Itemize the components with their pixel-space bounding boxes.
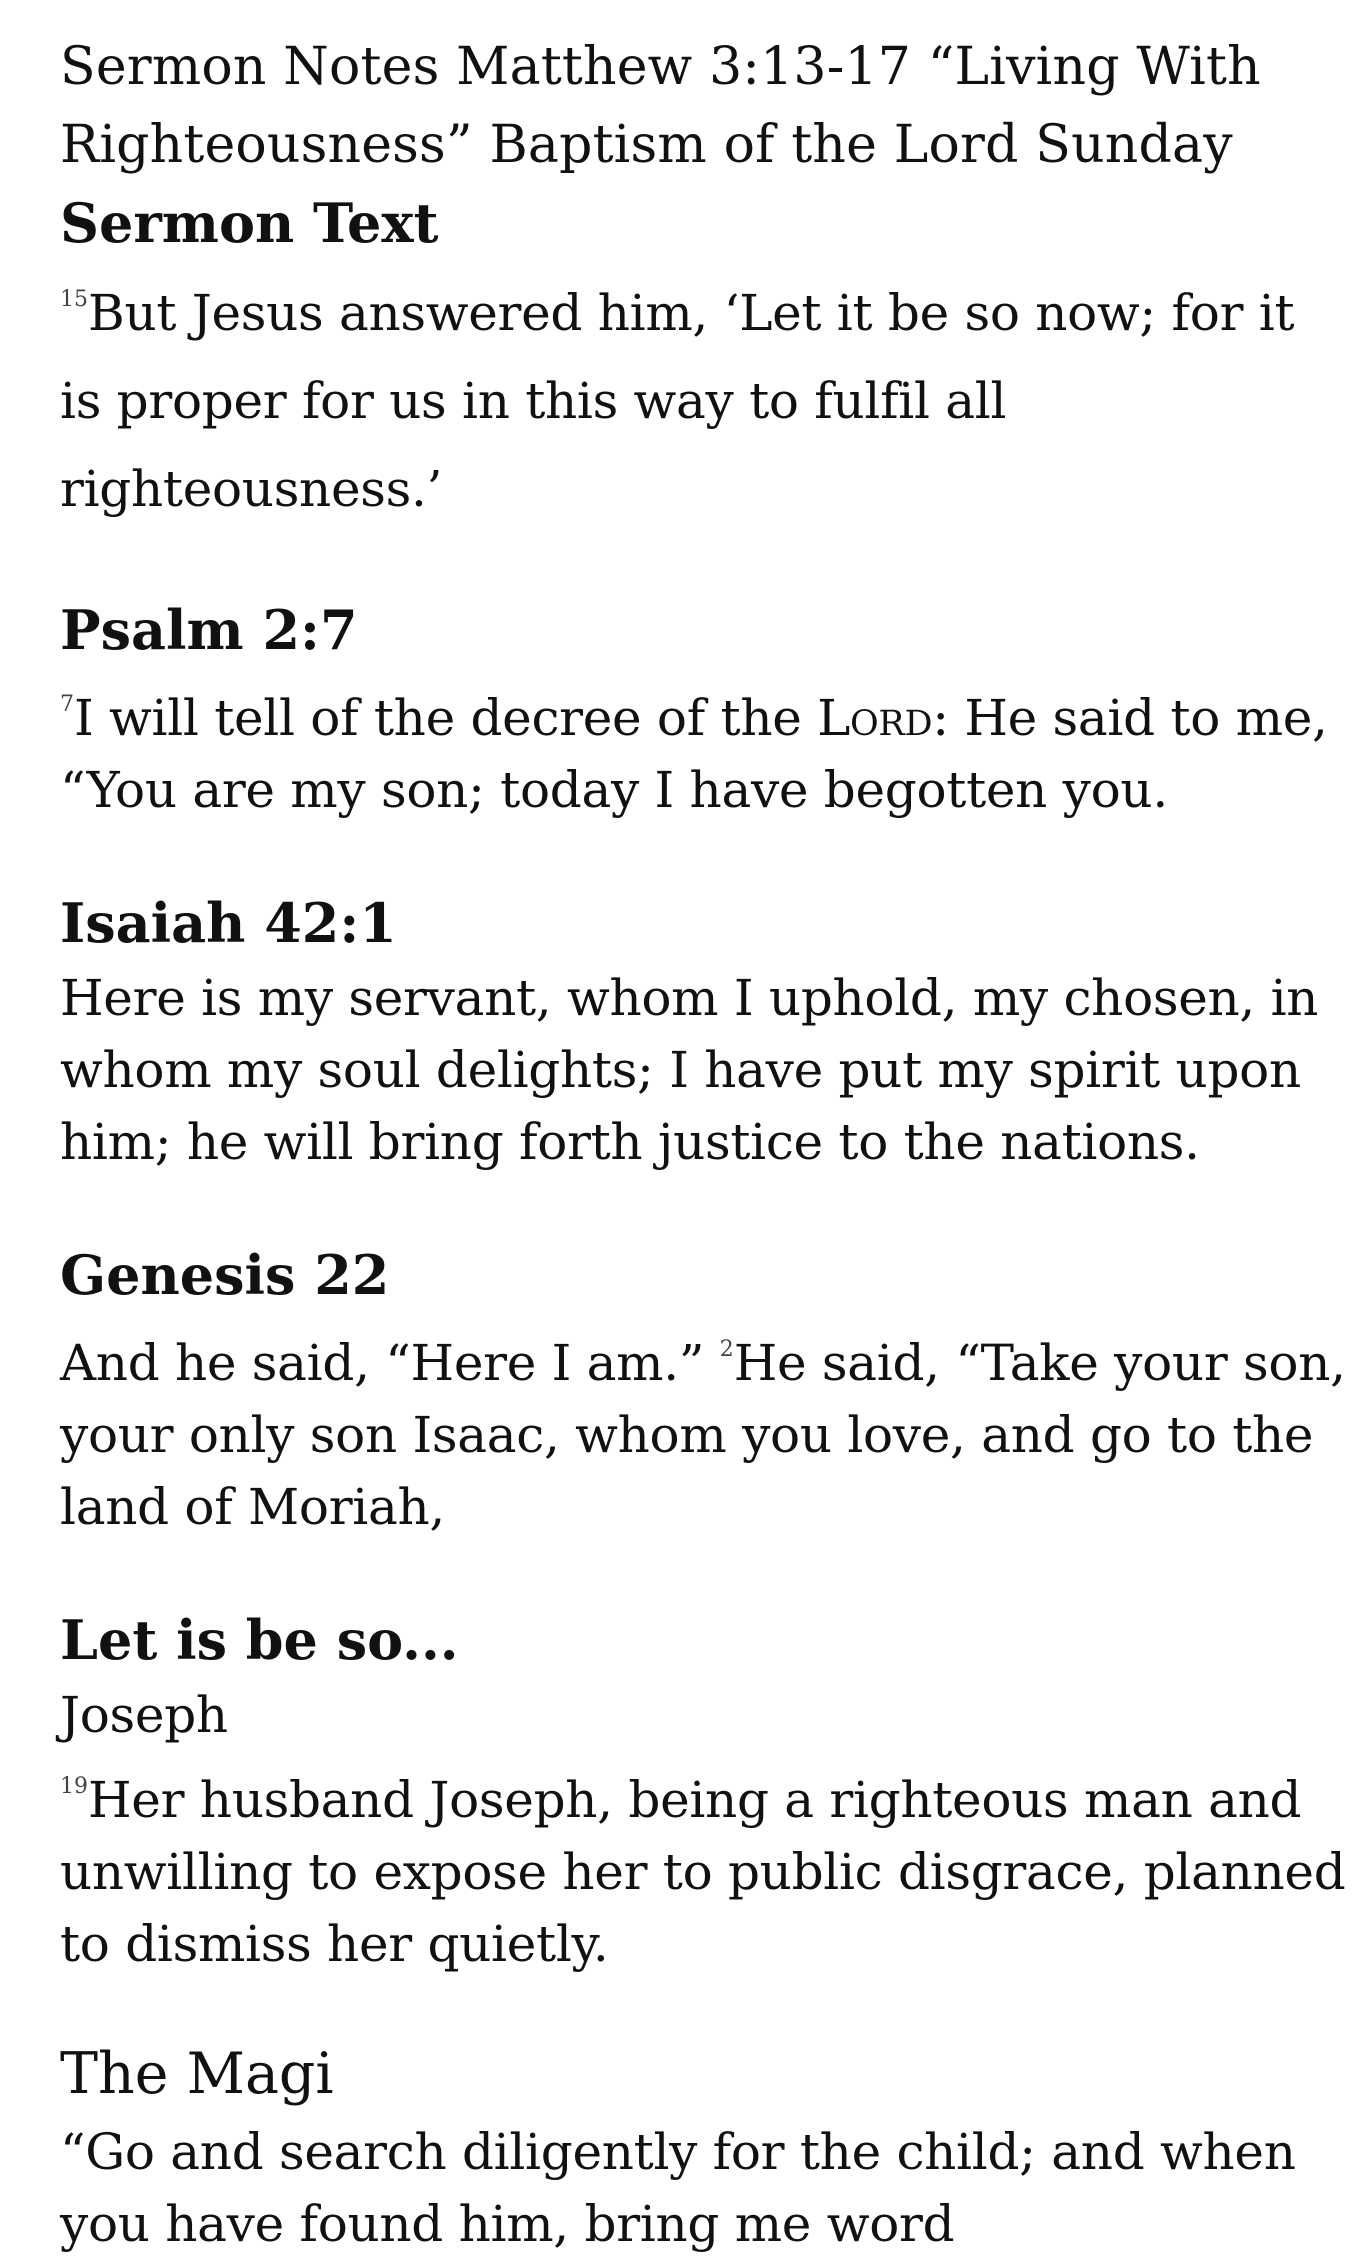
passage-text-before: And he said, “Here I am.”: [60, 1334, 720, 1392]
verse-number: 19: [60, 1774, 88, 1799]
subheading-joseph: Joseph: [60, 1686, 228, 1744]
verse-number: 2: [719, 1337, 734, 1362]
passage-text: Her husband Joseph, being a righteous man and unwilling to expose her to public disgrace, planned to dismiss her quietly.: [60, 1771, 1346, 1973]
sermon-notes-page: [60, 28, 1350, 2260]
section-heading-sermon-text: Sermon Text: [60, 191, 439, 255]
magi-passage: “Go and search diligently for the child; and when you have found him, bring me word: [60, 2123, 1296, 2253]
verse-number: 15: [60, 287, 88, 312]
section-heading-psalm: Psalm 2:7: [60, 598, 358, 662]
psalm-passage: [60, 669, 1350, 826]
sermon-text-passage: [60, 256, 1350, 533]
lord-small-caps: Lord: [817, 689, 933, 747]
passage-text: But Jesus answered him, ‘Let it be so now; for it is proper for us in this way to fulfil all righteousness.’: [60, 284, 1295, 518]
isaiah-passage: Here is my servant, whom I uphold, my chosen, in whom my soul delights; I have put my spirit upon him; he will bring forth justice to the nations.: [60, 969, 1319, 1171]
passage-text-after: He said, “Take your son, your only son Isaac, whom you love, and go to the land of Moriah,: [60, 1334, 1346, 1536]
section-heading-genesis: Genesis 22: [60, 1243, 390, 1307]
joseph-passage: [60, 1751, 1350, 1980]
section-heading-let-it-be-so: Let is be so...: [60, 1608, 459, 1672]
document-title: Sermon Notes Matthew 3:13-17 “Living With Righteousness” Baptism of the Lord Sunday: [60, 37, 1261, 175]
section-heading-isaiah: Isaiah 42:1: [60, 891, 397, 955]
genesis-passage: [60, 1314, 1350, 1543]
passage-text-before: I will tell of the decree of the: [74, 689, 818, 747]
verse-number: 7: [60, 692, 74, 717]
section-heading-magi: The Magi: [60, 2041, 334, 2107]
passage-text-after: : He said to me, “You are my son; today I have begotten you.: [60, 689, 1328, 819]
